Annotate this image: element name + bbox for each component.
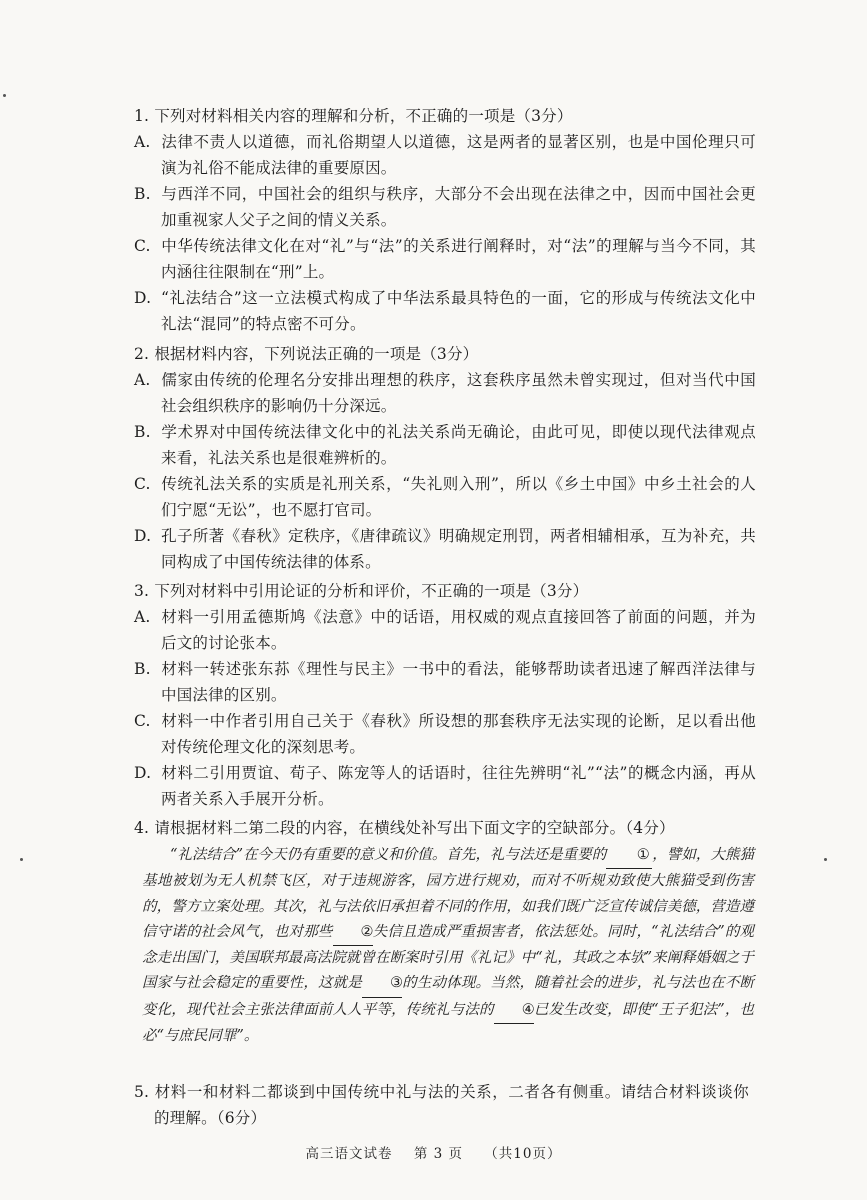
blank-4: ④ [494,998,534,1024]
question-5 [134,1079,754,1131]
question-1-title: 1. 下列对材料相关内容的理解和分析，不正确的一项是（3分） [134,107,573,125]
blank-1: ① [606,843,652,869]
question-2-option-d: D. 孔子所著《春秋》定秩序，《唐律疏议》明确规定刑罚，两者相辅相承，互为补充，共同构成了中国传统法律的体系。 [134,527,756,571]
footer-page-number: 第 3 页 [413,1146,463,1162]
question-5-title: 5. 材料一和材料二都谈到中国传统中礼与法的关系，二者各有侧重。请结合材料谈谈你的理解。（6分） [134,1083,749,1127]
footer-total-pages: （共10页） [484,1146,562,1162]
question-3-option-c: C. 材料一中作者引用自己关于《春秋》所设想的那套秩序无法实现的论断，足以看出他对传统伦理文化的深刻思考。 [134,712,756,756]
scan-speck [20,858,23,861]
question-3 [134,578,756,812]
question-4-title: 4. 请根据材料二第二段的内容，在横线处补写出下面文字的空缺部分。（4分） [134,819,675,837]
blank-3: ③ [362,971,402,997]
question-1-option-c: C. 中华传统法律文化在对“礼”与“法”的关系进行阐释时，对“法”的理解与当今不同，其内涵往往限制在“刑”上。 [134,237,756,281]
question-2-option-c: C. 传统礼法关系的实质是礼刑关系，“失礼则入刑”，所以《乡土中国》中乡土社会的人们宁愿“无讼”，也不愿打官司。 [134,475,756,519]
question-1-option-b: B. 与西洋不同，中国社会的组织与秩序，大部分不会出现在法律之中，因而中国社会更加重视家人父子之间的情义关系。 [134,185,756,229]
page-footer [0,1142,867,1162]
question-3-option-d: D. 材料二引用贾谊、荀子、陈宠等人的话语时，往往先辨明“礼”“法”的概念内涵，再从两者关系入手展开分析。 [134,764,756,808]
scan-speck [3,94,6,97]
question-2 [134,341,756,575]
question-1-option-d: D. “礼法结合”这一立法模式构成了中华法系最具特色的一面，它的形成与传统法文化中礼法“混同”的特点密不可分。 [134,289,756,333]
question-1-option-a: A. 法律不责人以道德，而礼俗期望人以道德，这是两者的显著区别，也是中国伦理只可演为礼俗不能成法律的重要原因。 [134,133,756,177]
question-4-passage: “礼法结合”在今天仍有重要的意义和价值。首先，礼与法还是重要的 ① ，譬如，大熊猫基地被划为无人机禁飞区，对于违规游客，园方进行规劝，而对不听规劝致使大熊猫受到伤害的，警方立案处理。其次，礼与法依旧承担着不同的作用，如我们既广泛宣传诚信美德，营造遵信守诺的社会风气，也对那些 ②失信且造成严重损害者，依法惩处。同时，“礼法结合”的观念走出国门，美国联邦最高法院就曾在断案时引用《礼记》中“礼，其政之本欤”来阐释婚姻之于国家与社会稳定的重要性，这就是 ③的生动体现。当然，随着社会的进步，礼与法也在不断变化，现代社会主张法律面前人人平等，传统礼与法的 ④已发生改变，即使“王子犯法”，也必“与庶民同罪”。 [142,843,754,1049]
question-2-option-b: B. 学术界对中国传统法律文化中的礼法关系尚无确论，由此可见，即使以现代法律观点来看，礼法关系也是很难辨析的。 [134,423,756,467]
question-2-option-a: A. 儒家由传统的伦理名分安排出理想的秩序，这套秩序虽然未曾实现过，但对当代中国社会组织秩序的影响仍十分深远。 [134,371,756,415]
question-2-title: 2. 根据材料内容，下列说法正确的一项是（3分） [134,345,479,363]
scan-speck [824,858,827,861]
question-1 [134,103,756,337]
blank-2: ② [333,920,373,946]
question-3-option-b: B. 材料一转述张东荪《理性与民主》一书中的看法，能够帮助读者迅速了解西洋法律与中国法律的区别。 [134,660,756,704]
question-3-option-a: A. 材料一引用孟德斯鸠《法意》中的话语，用权威的观点直接回答了前面的问题，并为后文的讨论张本。 [134,608,756,652]
question-3-title: 3. 下列对材料中引用论证的分析和评价，不正确的一项是（3分） [134,582,589,600]
question-4 [134,815,675,841]
footer-exam-name: 高三语文试卷 [305,1146,393,1162]
